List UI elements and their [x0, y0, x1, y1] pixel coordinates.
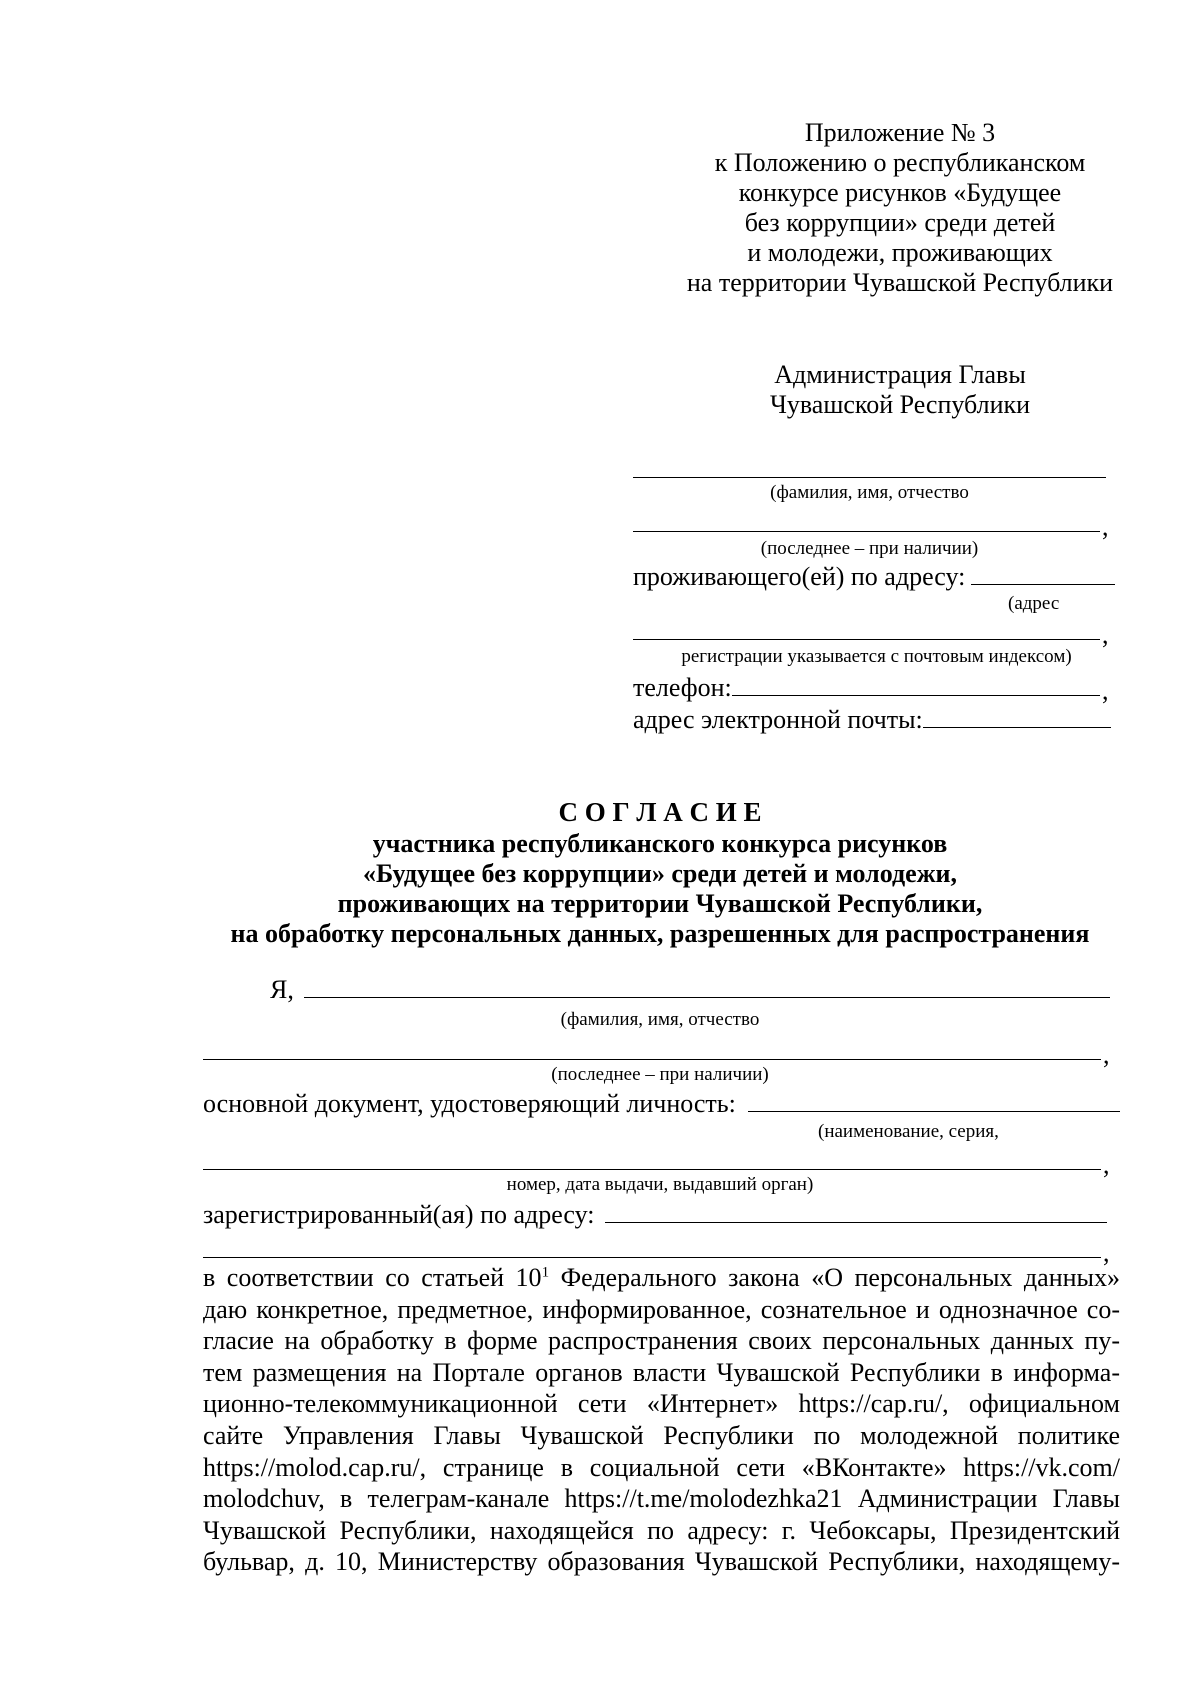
form-doc-line-2[interactable] [203, 1169, 1101, 1170]
sender-address-line-2[interactable] [633, 639, 1100, 640]
addressee-block [620, 360, 1180, 420]
sender-email-label: адрес электронной почты: [633, 705, 923, 734]
sender-address-row [633, 562, 1115, 592]
sender-fio-hint: (фамилия, имя, отчество [770, 482, 969, 503]
comma: , [1102, 620, 1109, 649]
addressee-line: Администрация Главы [774, 360, 1026, 389]
consent-body [203, 1262, 1120, 1578]
body-first-pre: в соответствии со статьей 10 [203, 1263, 542, 1292]
comma: , [1103, 1040, 1110, 1069]
body-line: даю конкретное, предметное, информированное, сознательное и однозначное со- [203, 1294, 1120, 1324]
sender-phone-row [633, 673, 1100, 703]
comma: , [1102, 512, 1109, 541]
sender-fio-line-2[interactable] [633, 531, 1100, 532]
sender-email-row [633, 705, 1111, 735]
sender-address-hint-2: регистрации указывается с почтовым индексом) [681, 646, 1072, 667]
form-doc-field[interactable] [748, 1089, 1120, 1112]
form-fio-line-2[interactable] [203, 1059, 1101, 1060]
title-block [200, 829, 1120, 949]
title-line: участника республиканского конкурса рисунков [372, 829, 948, 858]
body-line: бульвар, д. 10, Министерству образования Чувашской Республики, находящему- [203, 1547, 1120, 1577]
body-first-post: Федерального закона «О персональных данных» [549, 1263, 1120, 1292]
form-reg-label: зарегистрированный(ая) по адресу: [203, 1200, 595, 1229]
addressee-line: Чувашской Республики [769, 390, 1031, 419]
body-line [203, 1262, 1120, 1294]
document-heading: С О Г Л А С И Е [558, 797, 762, 827]
sender-phone-label: телефон: [633, 673, 732, 702]
form-i-label: Я, [270, 975, 294, 1004]
form-reg-field[interactable] [605, 1200, 1107, 1223]
body-line: гласие на обработку в форме распространения своих персональных данных пу- [203, 1326, 1120, 1356]
form-reg-row [203, 1200, 1107, 1230]
title-line: на обработку персональных данных, разрешенных для распространения [230, 919, 1090, 948]
form-fio-field[interactable] [304, 975, 1110, 998]
form-fio-row [270, 975, 1110, 1005]
comma: , [1103, 1150, 1110, 1179]
appendix-line: Приложение № 3 [804, 118, 996, 147]
form-doc-row [203, 1089, 1120, 1119]
appendix-line: на территории Чувашской Республики [686, 268, 1114, 297]
sender-fio-hint-2: (последнее – при наличии) [760, 538, 979, 559]
comma: , [1103, 1238, 1110, 1267]
sender-email-field[interactable] [923, 705, 1111, 728]
body-line: molodchuv, в телеграм-канале https://t.me/molodezhka21 Администрации Главы [203, 1484, 1120, 1514]
sender-address-label: проживающего(ей) по адресу: [633, 562, 966, 591]
form-fio-hint: (фамилия, имя, отчество [560, 1009, 760, 1030]
form-doc-hint: (наименование, серия, [818, 1121, 999, 1142]
sender-fio-line[interactable] [633, 477, 1106, 478]
form-reg-line-2[interactable] [203, 1257, 1101, 1258]
sender-address-hint: (адрес [1008, 593, 1060, 614]
body-line: ционно-телекоммуникационной сети «Интернет» https://cap.ru/, официальном [203, 1389, 1120, 1419]
body-line: тем размещения на Портале органов власти Чувашской Республики в информа- [203, 1357, 1120, 1387]
title-line: «Будущее без коррупции» среди детей и молодежи, [362, 859, 958, 888]
form-doc-label: основной документ, удостоверяющий личность: [203, 1089, 736, 1118]
body-line: сайте Управления Главы Чувашской Республики по молодежной политике [203, 1420, 1120, 1450]
title-line: проживающих на территории Чувашской Республики, [337, 889, 983, 918]
sender-address-field[interactable] [971, 562, 1115, 585]
body-line: Чувашской Республики, находящейся по адресу: г. Чебоксары, Президентский [203, 1515, 1120, 1545]
sender-phone-field[interactable] [732, 673, 1100, 696]
form-fio-hint-2: (последнее – при наличии) [551, 1064, 769, 1085]
appendix-block [620, 118, 1180, 298]
appendix-line: и молодежи, проживающих [747, 238, 1053, 267]
form-doc-hint-2: номер, дата выдачи, выдавший орган) [506, 1174, 814, 1195]
appendix-line: без коррупции» среди детей [744, 208, 1056, 237]
comma: , [1102, 676, 1109, 705]
body-superscript: 1 [541, 1264, 550, 1281]
appendix-line: конкурсе рисунков «Будущее [738, 178, 1062, 207]
body-line: https://molod.cap.ru/, странице в социальной сети «ВКонтакте» https://vk.com/ [203, 1452, 1120, 1482]
appendix-line: к Положению о республиканском [714, 148, 1086, 177]
